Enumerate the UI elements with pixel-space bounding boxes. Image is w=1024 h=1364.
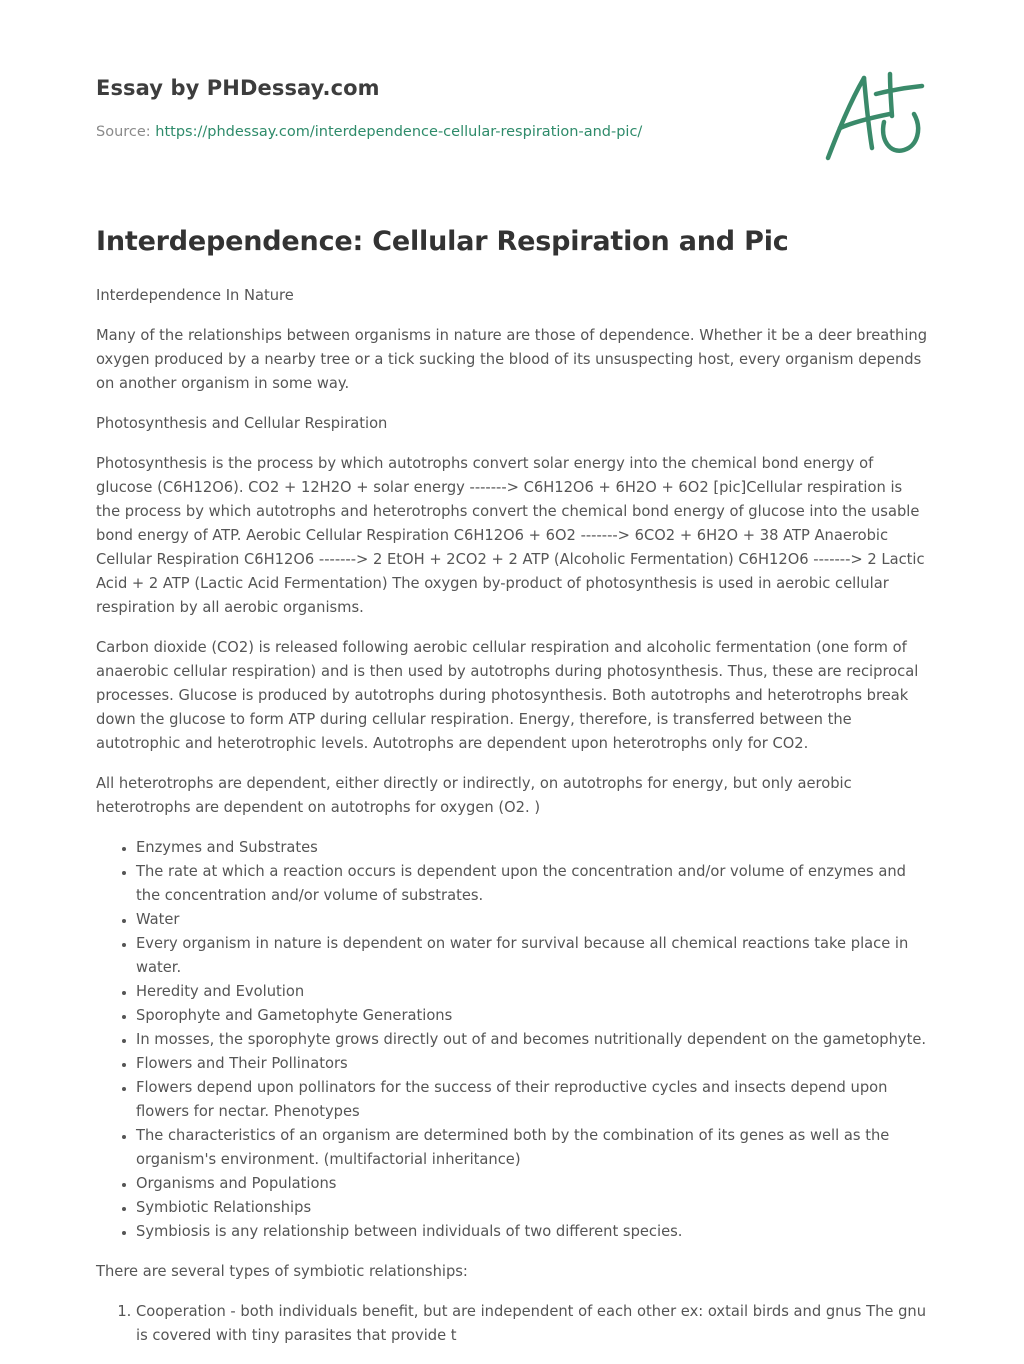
list-item: • Every organism in nature is dependent on water for survival because all chemical reactions take place in water. — [136, 932, 928, 980]
list-item: • In mosses, the sporophyte grows directly out of and becomes nutritionally dependent on the gametophyte. — [136, 1028, 928, 1052]
list-item: • Symbiosis is any relationship between individuals of two different species. — [136, 1220, 928, 1244]
list-item: • Water — [136, 908, 928, 932]
site-brand: Essay by PHDessay.com — [96, 76, 380, 100]
numbered-list — [96, 1300, 928, 1348]
list-item: • Flowers and Their Pollinators — [136, 1052, 928, 1076]
list-item: • Sporophyte and Gametophyte Generations — [136, 1004, 928, 1028]
list-item: • The characteristics of an organism are determined both by the combination of its genes as well as the organism's environment. (multifactorial inheritance) — [136, 1124, 928, 1172]
paragraph-3: Carbon dioxide (CO2) is released following aerobic cellular respiration and alcoholic fermentation (one form of anaerobic cellular respiration) and is then used by autotrophs during photosynthesis. Thus, these are reciprocal processes. Glucose is produced by autotrophs during photosynthesis. Both autotrophs and heterotrophs break down the glucose to form ATP during cellular respiration. Energy, therefore, is transferred between the autotrophic and heterotrophic levels. Autotrophs are dependent upon heterotrophs only for CO2. — [96, 639, 919, 752]
list-item: • Symbiotic Relationships — [136, 1196, 928, 1220]
a-plus-logo-icon — [824, 66, 928, 166]
essay-title: Interdependence: Cellular Respiration and Pic — [96, 226, 789, 257]
list-item: • Organisms and Populations — [136, 1172, 928, 1196]
paragraph-2: Photosynthesis is the process by which autotrophs convert solar energy into the chemical bond energy of glucose (C6H12O6). CO2 + 12H2O + solar energy -------> C6H12O6 + 6H2O + 6O2 [pic]Cellular respiration is the process by which autotrophs and heterotrophs convert the chemical bond energy of glucose into the usable bond energy of ATP. Aerobic Cellular Respiration C6H12O6 + 6O2 -------> 6CO2 + 6H2O + 38 ATP Anaerobic Cellular Respiration C6H12O6 -------> 2 EtOH + 2CO2 + 2 ATP (Alcoholic Fermentation) C6H12O6 -------> 2 Lactic Acid + 2 ATP (Lactic Acid Fermentation) The oxygen by-product of photosynthesis is used in aerobic cellular respiration by all aerobic organisms. — [96, 455, 925, 616]
essay-body — [96, 284, 928, 1364]
source-label: Source: — [96, 124, 156, 140]
paragraph-4: All heterotrophs are dependent, either directly or indirectly, on autotrophs for energy, but only aerobic heterotrophs are dependent on autotrophs for oxygen (O2. ) — [96, 775, 852, 816]
numbered-item: 1. Cooperation - both individuals benefit, but are independent of each other ex: oxtail birds and gnus The gnu is covered with tiny parasites that provide t — [136, 1300, 928, 1348]
subheading-interdependence: Interdependence In Nature — [96, 287, 294, 304]
subheading-photosynthesis: Photosynthesis and Cellular Respiration — [96, 415, 388, 432]
source-line — [96, 124, 642, 140]
bullet-list — [96, 836, 928, 1244]
list-item: • Enzymes and Substrates — [136, 836, 928, 860]
paragraph-1: Many of the relationships between organisms in nature are those of dependence. Whether it be a deer breathing oxygen produced by a nearby tree or a tick sucking the blood of its unsuspecting host, every organism depends on another organism in some way. — [96, 327, 928, 392]
source-link[interactable]: https://phdessay.com/interdependence-cellular-respiration-and-pic/ — [155, 124, 643, 140]
paragraph-5: There are several types of symbiotic relationships: — [96, 1263, 468, 1280]
list-item: • Flowers depend upon pollinators for the success of their reproductive cycles and insects depend upon flowers for nectar. Phenotypes — [136, 1076, 928, 1124]
list-item: • Heredity and Evolution — [136, 980, 928, 1004]
list-item: • The rate at which a reaction occurs is dependent upon the concentration and/or volume of enzymes and the concentration and/or volume of substrates. — [136, 860, 928, 908]
